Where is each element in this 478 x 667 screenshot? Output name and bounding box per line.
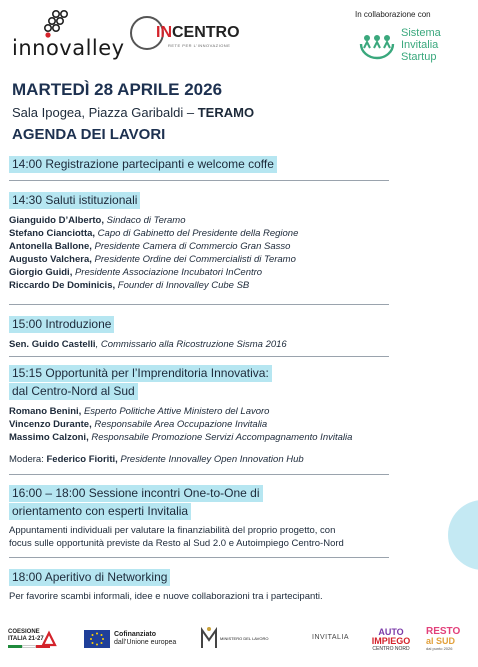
- speaker-line: Romano Benini, Esperto Politiche Attive Ministero del Lavoro: [9, 406, 270, 417]
- sistema-invitalia-logo: [355, 24, 470, 72]
- coesione-icon: [40, 630, 58, 648]
- incentro-subtitle: RETE PER L'INNOVAZIONE: [168, 43, 231, 48]
- sistema-invitalia-icon: [355, 24, 399, 64]
- section-one-to-one: [9, 484, 469, 550]
- coesione-italia-logo: COESIONE ITALIA 21-27: [8, 629, 63, 648]
- innovalley-wordmark: innovalley: [12, 36, 125, 60]
- opportunity-speakers: [9, 405, 469, 444]
- opportunity-title: 15:15 Opportunità per l’Imprenditoria Innovativa: dal Centro-Nord al Sud: [9, 364, 469, 400]
- speaker-line: Gianguido D’Alberto, Sindaco di Teramo: [9, 215, 186, 226]
- event-date: MARTEDÌ 28 APRILE 2026: [12, 80, 223, 99]
- incentro-logo: [130, 16, 245, 54]
- aperitivo-description: Per favorire scambi informali, idee e nuove collaborazioni tra i partecipanti.: [9, 591, 323, 602]
- resto-al-sud-logo: RESTO al SUD dal punto 2026: [426, 626, 461, 651]
- section-greetings: [9, 191, 469, 292]
- collaboration-block: [355, 10, 470, 72]
- incentro-wordmark: INCENTRO: [156, 24, 240, 41]
- sistema-invitalia-text: Sistema Invitalia Startup: [401, 27, 441, 63]
- header: [0, 0, 478, 75]
- invitalia-logo: INVITALIA: [312, 634, 350, 641]
- speaker-line: Antonella Ballone, Presidente Camera di Commercio Gran Sasso: [9, 241, 291, 252]
- section-opportunity: [9, 364, 469, 466]
- divider: [9, 474, 389, 475]
- divider: [9, 356, 389, 357]
- registration-title: 14:00 Registrazione partecipanti e welcome coffe: [9, 156, 277, 173]
- speaker-line: Vincenzo Durante, Responsabile Area Occupazione Invitalia: [9, 419, 268, 430]
- greetings-speakers: [9, 214, 469, 292]
- section-registration: [9, 155, 469, 173]
- divider: [9, 557, 389, 558]
- speaker-line: Massimo Calzoni, Responsabile Promozione Servizi Accompagnamento Invitalia: [9, 432, 353, 443]
- divider: [9, 304, 389, 305]
- ministero-emblem-icon: [200, 626, 218, 650]
- innovalley-logo: [12, 10, 125, 62]
- ministero-text: MINISTERO DEL LAVORO: [220, 636, 269, 641]
- speaker-line: Stefano Cianciotta, Capo di Gabinetto del Presidente della Regione: [9, 228, 299, 239]
- speaker-line: Riccardo De Dominicis, Founder di Innovalley Cube SB: [9, 280, 250, 291]
- autoimpiego-logo: AUTO IMPIEGO CENTRO NORD: [371, 627, 411, 652]
- footer-logos: [0, 622, 478, 667]
- eu-flag-icon: [84, 630, 110, 648]
- agenda-title: AGENDA DEI LAVORI: [12, 126, 166, 143]
- divider: [9, 180, 389, 181]
- greetings-title: 14:30 Saluti istituzionali: [9, 192, 140, 209]
- aperitivo-title: 18:00 Aperitivo di Networking: [9, 569, 170, 586]
- innovalley-dots-icon: [34, 10, 74, 38]
- collab-label: In collaborazione con: [355, 10, 431, 19]
- event-venue: Sala Ipogea, Piazza Garibaldi – TERAMO: [12, 105, 255, 120]
- speaker-line: Sen. Guido Castelli, Commissario alla Ricostruzione Sisma 2016: [9, 339, 287, 350]
- section-intro: [9, 315, 469, 351]
- speaker-line: Giorgio Guidi, Presidente Associazione Incubatori InCentro: [9, 267, 263, 278]
- speaker-line: Augusto Valchera, Presidente Ordine dei Commercialisti di Teramo: [9, 254, 296, 265]
- moderator-line: Modera: Federico Fioriti, Presidente Innovalley Open Innovation Hub: [9, 454, 304, 465]
- intro-title: 15:00 Introduzione: [9, 316, 114, 333]
- one-to-one-description: Appuntamenti individuali per valutare la finanziabilità del proprio progetto, con focus sulle opportunità previste da Resto al Sud 2.0 e Autoimpiego Centro-Nord: [9, 525, 344, 549]
- intro-speakers: [9, 338, 469, 351]
- section-aperitivo: [9, 568, 469, 603]
- eu-cofinanced-text: Cofinanziato dall’Unione europea: [114, 631, 177, 646]
- one-to-one-title: 16:00 – 18:00 Sessione incontri One-to-One di orientamento con esperti Invitalia: [9, 484, 469, 520]
